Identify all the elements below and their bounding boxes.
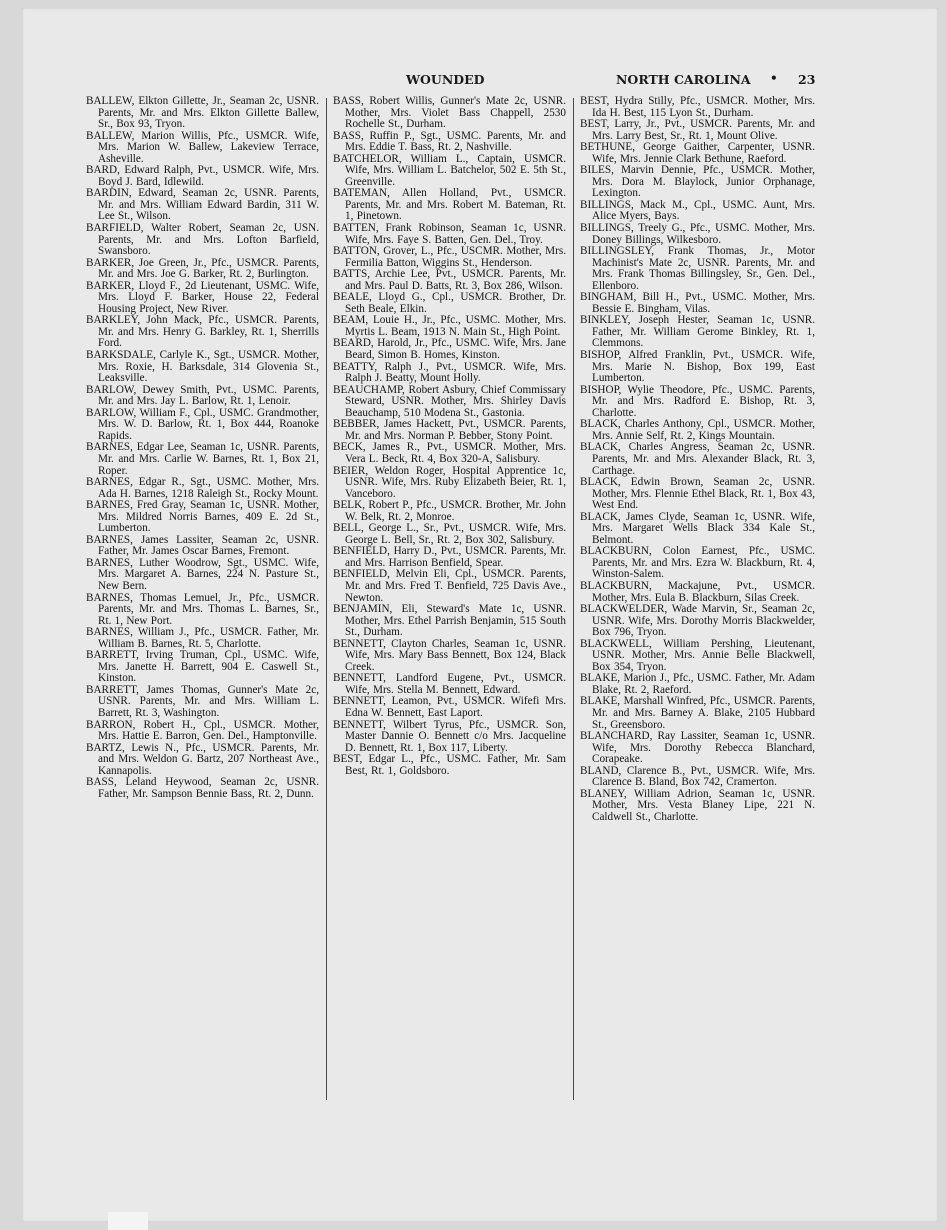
page-header bbox=[0, 72, 946, 92]
casualty-entry: BARNES, Edgar R., Sgt., USMC. Mother, Mrs. Ada H. Barnes, 1218 Raleigh St., Rocky Mount. bbox=[86, 476, 319, 500]
casualty-entry: BETHUNE, George Gaither, Carpenter, USNR. Wife, Mrs. Jennie Clark Bethune, Raeford. bbox=[580, 141, 815, 165]
casualty-entry: BENNETT, Wilbert Tyrus, Pfc., USMCR. Son, Master Dannie O. Bennett c/o Mrs. Jacqueline D. Bennett, Rt. 1, Box 117, Liberty. bbox=[333, 718, 566, 754]
column-2 bbox=[333, 96, 566, 777]
casualty-entry: BELK, Robert P., Pfc., USMCR. Brother, Mr. John W. Belk, Rt. 2, Monroe. bbox=[333, 499, 566, 523]
page-number: 23 bbox=[798, 72, 816, 87]
casualty-entry: BENFIELD, Harry D., Pvt., USMCR. Parents, Mr. and Mrs. Harrison Benfield, Spear. bbox=[333, 545, 566, 569]
casualty-entry: BILLINGS, Mack M., Cpl., USMC. Aunt, Mrs. Alice Myers, Bays. bbox=[580, 198, 815, 223]
paper-tear bbox=[108, 1212, 148, 1230]
casualty-entry: BLACK, James Clyde, Seaman 1c, USNR. Wife, Mrs. Margaret Wells Black 334 Kale St., Belmont. bbox=[580, 510, 815, 546]
casualty-entry: BLAND, Clarence B., Pvt., USMCR. Wife, Mrs. Clarence B. Bland, Box 742, Cramerton. bbox=[580, 764, 815, 789]
casualty-entry: BELL, George L., Sr., Pvt., USMCR. Wife, Mrs. George L. Bell, Sr., Rt. 2, Box 302, Salisbury. bbox=[333, 522, 566, 546]
casualty-entry: BARRON, Robert H., Cpl., USMCR. Mother, Mrs. Hattie E. Barron, Gen. Del., Hamptonville. bbox=[86, 718, 319, 743]
casualty-entry: BILLINGS, Treely G., Pfc., USMC. Mother, Mrs. Doney Billings, Wilkesboro. bbox=[580, 222, 815, 246]
casualty-entry: BILES, Marvin Dennie, Pfc., USMCR. Mother, Mrs. Dora M. Blaylock, Junior Orphanage, Lexington. bbox=[580, 164, 815, 200]
casualty-entry: BARKLEY, John Mack, Pfc., USMCR. Parents, Mr. and Mrs. Henry G. Barkley, Rt. 1, Sherrills Ford. bbox=[86, 314, 319, 350]
casualty-entry: BARKER, Joe Green, Jr., Pfc., USMCR. Parents, Mr. and Mrs. Joe G. Barker, Rt. 2, Burlington. bbox=[86, 256, 319, 281]
casualty-entry: BARNES, Luther Woodrow, Sgt., USMC. Wife, Mrs. Margaret A. Barnes, 224 N. Pasture St., New Bern. bbox=[86, 556, 319, 592]
casualty-entry: BARKER, Lloyd F., 2d Lieutenant, USMC. Wife, Mrs. Lloyd F. Barker, House 22, Federal Housing Project, New River. bbox=[86, 279, 319, 315]
casualty-entry: BEST, Larry, Jr., Pvt., USMCR. Parents, Mr. and Mrs. Larry Best, Sr., Rt. 1, Mount Olive. bbox=[580, 118, 815, 142]
casualty-entry: BARNES, Fred Gray, Seaman 1c, USNR. Mother, Mrs. Mildred Norris Barnes, 409 E. 2d St., Lumberton. bbox=[86, 499, 319, 535]
casualty-entry: BASS, Robert Willis, Gunner's Mate 2c, USNR. Mother, Mrs. Violet Bass Chappell, 2530 Rochelle St., Durham. bbox=[333, 95, 566, 131]
casualty-entry: BENNETT, Clayton Charles, Seaman 1c, USNR. Wife, Mrs. Mary Bass Bennett, Box 124, Black Creek. bbox=[333, 637, 566, 673]
header-bullet: • bbox=[770, 71, 778, 85]
casualty-entry: BARKSDALE, Carlyle K., Sgt., USMCR. Mother, Mrs. Roxie, H. Barksdale, 314 Glovenia St., Leaksville. bbox=[86, 349, 319, 385]
casualty-entry: BENNETT, Leamon, Pvt., USMCR. Wifefi Mrs. Edna W. Bennett, East Laport. bbox=[333, 695, 566, 719]
casualty-entry: BEAUCHAMP, Robert Asbury, Chief Commissary Steward, USNR. Mother, Mrs. Shirley Davis Beauchamp, 510 Modena St., Gastonia. bbox=[333, 383, 566, 419]
casualty-entry: BEAM, Louie H., Jr., Pfc., USMC. Mother, Mrs. Myrtis L. Beam, 1913 N. Main St., High Point. bbox=[333, 314, 566, 338]
casualty-entry: BARNES, William J., Pfc., USMCR. Father, Mr. William B. Barnes, Rt. 5, Charlotte. bbox=[86, 626, 319, 650]
casualty-entry: BLANEY, William Adrion, Seaman 1c, USNR. Mother, Mrs. Vesta Blaney Lipe, 221 N. Caldwell St., Charlotte. bbox=[580, 787, 815, 823]
casualty-entry: BLANCHARD, Ray Lassiter, Seaman 1c, USNR. Wife, Mrs. Dorothy Rebecca Blanchard, Corapeake. bbox=[580, 730, 815, 766]
casualty-entry: BARNES, Thomas Lemuel, Jr., Pfc., USMCR. Parents, Mr. and Mrs. Thomas L. Barnes, Sr., Rt. 1, New Port. bbox=[86, 591, 319, 627]
casualty-entry: BEIER, Weldon Roger, Hospital Apprentice 1c, USNR. Wife, Mrs. Ruby Elizabeth Beier, Rt. 1, Vanceboro. bbox=[333, 464, 566, 500]
column-divider-2 bbox=[573, 98, 574, 1100]
casualty-entry: BATTON, Grover, L., Pfc., USCMR. Mother, Mrs. Fermilia Batton, Wiggins St., Henderson. bbox=[333, 245, 566, 269]
casualty-entry: BISHOP, Wylie Theodore, Pfc., USMC. Parents, Mr. and Mrs. Radford E. Bishop, Rt. 3, Charlotte. bbox=[580, 383, 815, 419]
casualty-entry: BEST, Hydra Stilly, Pfc., USMCR. Mother, Mrs. Ida H. Best, 115 Lyon St., Durham. bbox=[580, 95, 815, 119]
casualty-entry: BENFIELD, Melvin Eli, Cpl., USMCR. Parents, Mr. and Mrs. Fred T. Benfield, 725 Davis Ave., Newton. bbox=[333, 568, 566, 604]
state-title: NORTH CAROLINA bbox=[616, 72, 751, 87]
casualty-entry: BISHOP, Alfred Franklin, Pvt., USMCR. Wife, Mrs. Marie N. Bishop, Box 199, East Lumberton. bbox=[580, 349, 815, 385]
casualty-entry: BILLINGSLEY, Frank Thomas, Jr., Motor Machinist's Mate 2c, USNR. Parents, Mr. and Mrs. Frank Thomas Billingsley, Sr., Gen. Del., Ellenboro. bbox=[580, 245, 815, 292]
casualty-entry: BATEMAN, Allen Holland, Pvt., USMCR. Parents, Mr. and Mrs. Robert M. Bateman, Rt. 1, Pinetown. bbox=[333, 187, 566, 223]
casualty-entry: BATCHELOR, William L., Captain, USMCR. Wife, Mrs. William L. Batchelor, 502 E. 5th St., Greenville. bbox=[333, 152, 566, 188]
casualty-entry: BARD, Edward Ralph, Pvt., USMCR. Wife, Mrs. Boyd J. Bard, Idlewild. bbox=[86, 164, 319, 188]
casualty-entry: BINGHAM, Bill H., Pvt., USMC. Mother, Mrs. Bessie E. Bingham, Vilas. bbox=[580, 291, 815, 315]
casualty-entry: BARNES, James Lassiter, Seaman 2c, USNR. Father, Mr. James Oscar Barnes, Fremont. bbox=[86, 533, 319, 558]
casualty-entry: BECK, James R., Pvt., USMCR. Mother, Mrs. Vera L. Beck, Rt. 4, Box 320-A, Salisbury. bbox=[333, 441, 566, 465]
casualty-entry: BARRETT, Irving Truman, Cpl., USMC. Wife, Mrs. Janette H. Barrett, 904 E. Caswell St., Kinston. bbox=[86, 649, 319, 685]
casualty-entry: BATTS, Archie Lee, Pvt., USMCR. Parents, Mr. and Mrs. Paul D. Batts, Rt. 3, Box 286, Wilson. bbox=[333, 268, 566, 292]
column-3 bbox=[580, 96, 815, 823]
casualty-entry: BLAKE, Marion J., Pfc., USMC. Father, Mr. Adam Blake, Rt. 2, Raeford. bbox=[580, 672, 815, 696]
column-1 bbox=[86, 96, 319, 800]
casualty-entry: BARTZ, Lewis N., Pfc., USMCR. Parents, Mr. and Mrs. Weldon G. Bartz, 207 Northeast Ave., Kannapolis. bbox=[86, 741, 319, 777]
section-title: WOUNDED bbox=[406, 72, 485, 87]
casualty-entry: BENJAMIN, Eli, Steward's Mate 1c, USNR. Mother, Mrs. Ethel Parrish Benjamin, 515 South St., Durham. bbox=[333, 603, 566, 639]
casualty-entry: BARLOW, Dewey Smith, Pvt., USMC. Parents, Mr. and Mrs. Jay L. Barlow, Rt. 1, Lenoir. bbox=[86, 383, 319, 408]
casualty-entry: BARFIELD, Walter Robert, Seaman 2c, USN. Parents, Mr. and Mrs. Lofton Barfield, Swansboro. bbox=[86, 222, 319, 258]
casualty-entry: BALLEW, Elkton Gillette, Jr., Seaman 2c, USNR. Parents, Mr. and Mrs. Elkton Gillette Ballew, Sr., Box 93, Tryon. bbox=[86, 95, 319, 131]
column-divider-1 bbox=[326, 98, 327, 1100]
casualty-entry: BLACKWELL, William Pershing, Lieutenant, USNR. Mother, Mrs. Annie Belle Blackwell, Box 354, Tryon. bbox=[580, 637, 815, 673]
casualty-entry: BLACKBURN, Mackajune, Pvt., USMCR. Mother, Mrs. Eula B. Blackburn, Silas Creek. bbox=[580, 579, 815, 604]
casualty-entry: BLACK, Edwin Brown, Seaman 2c, USNR. Mother, Mrs. Flennie Ethel Black, Rt. 1, Box 43, West End. bbox=[580, 476, 815, 512]
casualty-entry: BLACK, Charles Angress, Seaman 2c, USNR. Parents, Mr. and Mrs. Alexander Black, Rt. 3, Carthage. bbox=[580, 441, 815, 477]
casualty-entry: BEBBER, James Hackett, Pvt., USMCR. Parents, Mr. and Mrs. Norman P. Bebber, Stony Point. bbox=[333, 418, 566, 442]
casualty-entry: BATTEN, Frank Robinson, Seaman 1c, USNR. Wife, Mrs. Faye S. Batten, Gen. Del., Troy. bbox=[333, 222, 566, 246]
casualty-entry: BEARD, Harold, Jr., Pfc., USMC. Wife, Mrs. Jane Beard, Simon B. Homes, Kinston. bbox=[333, 337, 566, 362]
casualty-entry: BARLOW, William F., Cpl., USMC. Grandmother, Mrs. W. D. Barlow, Rt. 1, Box 444, Roanoke Rapids. bbox=[86, 406, 319, 442]
casualty-entry: BASS, Ruffin P., Sgt., USMC. Parents, Mr. and Mrs. Eddie T. Bass, Rt. 2, Nashville. bbox=[333, 129, 566, 154]
casualty-entry: BENNETT, Landford Eugene, Pvt., USMCR. Wife, Mrs. Stella M. Bennett, Edward. bbox=[333, 672, 566, 696]
casualty-entry: BEALE, Lloyd G., Cpl., USMCR. Brother, Dr. Seth Beale, Elkin. bbox=[333, 291, 566, 315]
casualty-entry: BARNES, Edgar Lee, Seaman 1c, USNR. Parents, Mr. and Mrs. Carlie W. Barnes, Rt. 1, Box 21, Roper. bbox=[86, 441, 319, 477]
casualty-entry: BASS, Leland Heywood, Seaman 2c, USNR. Father, Mr. Sampson Bennie Bass, Rt. 2, Dunn. bbox=[86, 776, 319, 800]
casualty-entry: BEATTY, Ralph J., Pvt., USMCR. Wife, Mrs. Ralph J. Beatty, Mount Holly. bbox=[333, 360, 566, 385]
casualty-entry: BARRETT, James Thomas, Gunner's Mate 2c, USNR. Parents, Mr. and Mrs. William L. Barrett, Rt. 3, Washington. bbox=[86, 683, 319, 719]
casualty-entry: BINKLEY, Joseph Hester, Seaman 1c, USNR. Father, Mr. William Gerome Binkley, Rt. 1, Clemmons. bbox=[580, 314, 815, 350]
casualty-entry: BLACK, Charles Anthony, Cpl., USMCR. Mother, Mrs. Annie Self, Rt. 2, Kings Mountain. bbox=[580, 418, 815, 442]
casualty-entry: BLACKBURN, Colon Earnest, Pfc., USMC. Parents, Mr. and Mrs. Ezra W. Blackburn, Rt. 4, Winston-Salem. bbox=[580, 545, 815, 581]
casualty-entry: BLAKE, Marshall Winfred, Pfc., USMCR. Parents, Mr. and Mrs. Barney A. Blake, 2105 Hubbard St., Greensboro. bbox=[580, 695, 815, 731]
casualty-entry: BALLEW, Marion Willis, Pfc., USMCR. Wife, Mrs. Marion W. Ballew, Lakeview Terrace, Asheville. bbox=[86, 129, 319, 165]
casualty-entry: BEST, Edgar L., Pfc., USMC. Father, Mr. Sam Best, Rt. 1, Goldsboro. bbox=[333, 753, 566, 777]
casualty-entry: BARDIN, Edward, Seaman 2c, USNR. Parents, Mr. and Mrs. William Edward Bardin, 311 W. Lee St., Wilson. bbox=[86, 187, 319, 223]
casualty-entry: BLACKWELDER, Wade Marvin, Sr., Seaman 2c, USNR. Wife, Mrs. Dorothy Morris Blackwelder, Box 796, Tryon. bbox=[580, 603, 815, 639]
